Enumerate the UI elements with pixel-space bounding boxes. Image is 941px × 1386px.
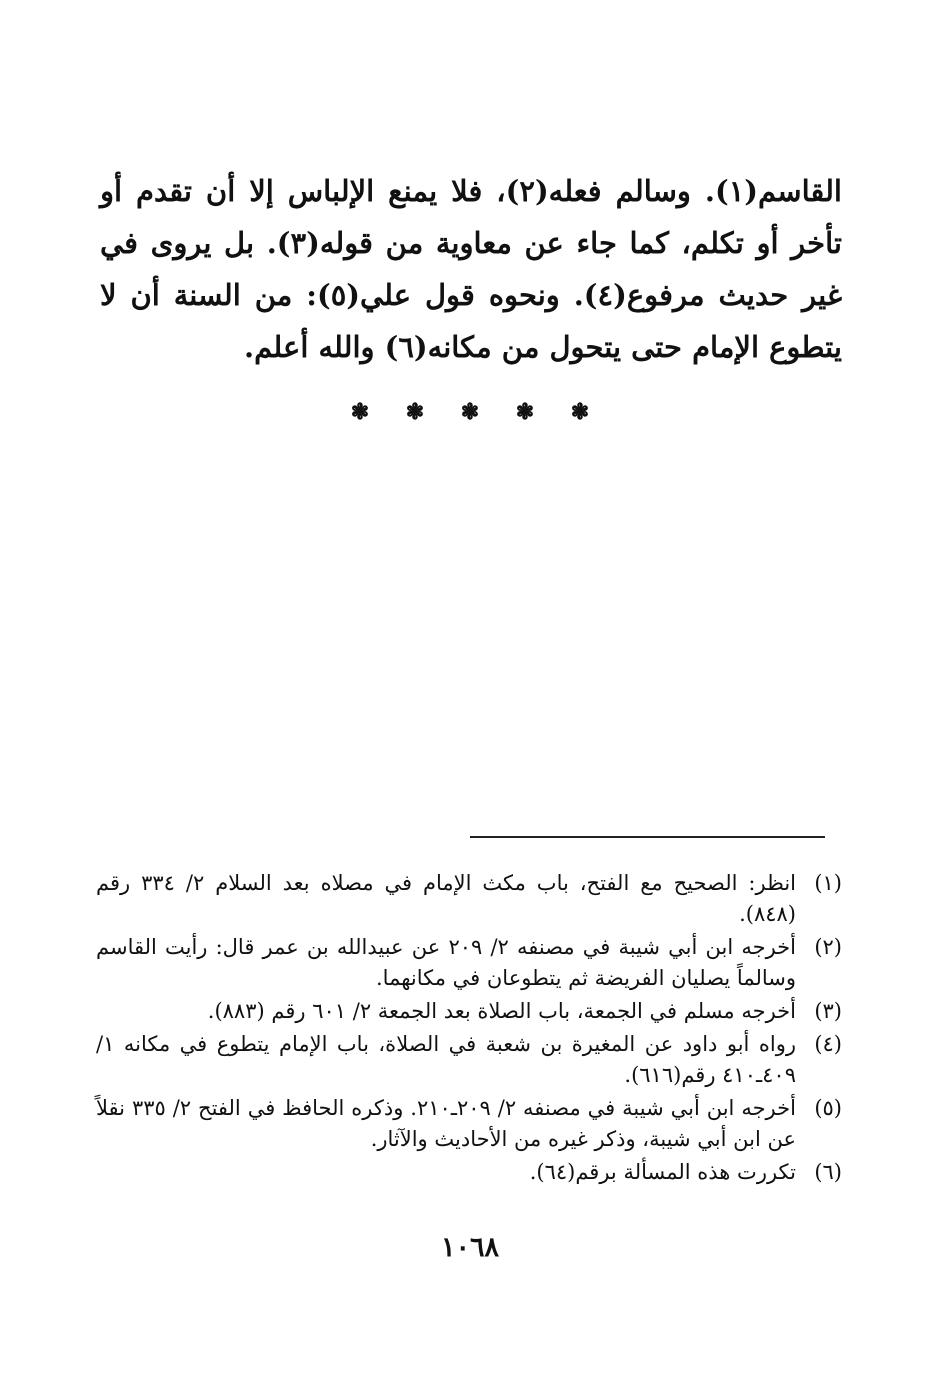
footnote-text: أخرجه ابن أبي شيبة في مصنفه ٢/ ٢٠٩ـ٢١٠. وذكره الحافظ في الفتح ٢/ ٣٣٥ نقلاً عن ابن أبي شيبة، وذكر غيره من الأحاديث والآثار. xyxy=(96,1096,796,1151)
main-text-block xyxy=(100,165,842,373)
footnote-number: (٥) xyxy=(814,1096,842,1120)
footnote-number: (٢) xyxy=(814,935,842,959)
page-number: ١٠٦٨ xyxy=(440,1232,499,1263)
footnote-text: تكررت هذه المسألة برقم(٦٤). xyxy=(529,1160,796,1184)
footnote-text: رواه أبو داود عن المغيرة بن شعبة في الصلاة، باب الإمام يتطوع في مكانه ١/ ٤٠٩ـ٤١٠ رقم(٦١٦). xyxy=(96,1032,796,1087)
star-ornament-icon: ❃ xyxy=(515,399,535,425)
star-ornament-icon: ❃ xyxy=(460,399,480,425)
footnote-text: انظر: الصحيح مع الفتح، باب مكث الإمام في مصلاه بعد السلام ٢/ ٣٣٤ رقم (٨٤٨). xyxy=(96,871,796,926)
footnote-item xyxy=(96,1029,842,1091)
footnote-item xyxy=(96,932,842,994)
section-divider xyxy=(340,392,600,432)
footnotes-section xyxy=(96,868,842,1190)
main-paragraph: القاسم(١). وسالم فعله(٢)، فلا يمنع الإلباس إلا أن تقدم أو تأخر أو تكلم، كما جاء عن معاوية من قوله(٣). بل يروى في غير حديث مرفوع(٤). ونحوه قول علي(٥): من السنة أن لا يتطوع الإمام حتى يتحول من مكانه(٦) والله أعلم. xyxy=(100,174,842,364)
footnote-item xyxy=(96,868,842,930)
footnote-text: أخرجه مسلم في الجمعة، باب الصلاة بعد الجمعة ٢/ ٦٠١ رقم (٨٨٣). xyxy=(207,999,796,1023)
footnote-number: (٣) xyxy=(814,999,842,1023)
footnote-number: (١) xyxy=(814,871,842,895)
star-ornament-icon: ❃ xyxy=(405,399,425,425)
star-ornament-icon: ❃ xyxy=(350,399,370,425)
footnote-item xyxy=(96,1157,842,1188)
footnote-item xyxy=(96,1093,842,1155)
footnote-number: (٦) xyxy=(814,1160,842,1184)
footnote-separator xyxy=(470,836,825,838)
star-ornament-icon: ❃ xyxy=(570,399,590,425)
footnote-item xyxy=(96,996,842,1027)
footnote-text: أخرجه ابن أبي شيبة في مصنفه ٢/ ٢٠٩ عن عبيدالله بن عمر قال: رأيت القاسم وسالماً يصليان الفريضة ثم يتطوعان في مكانهما. xyxy=(96,935,796,990)
footnote-number: (٤) xyxy=(814,1032,842,1056)
